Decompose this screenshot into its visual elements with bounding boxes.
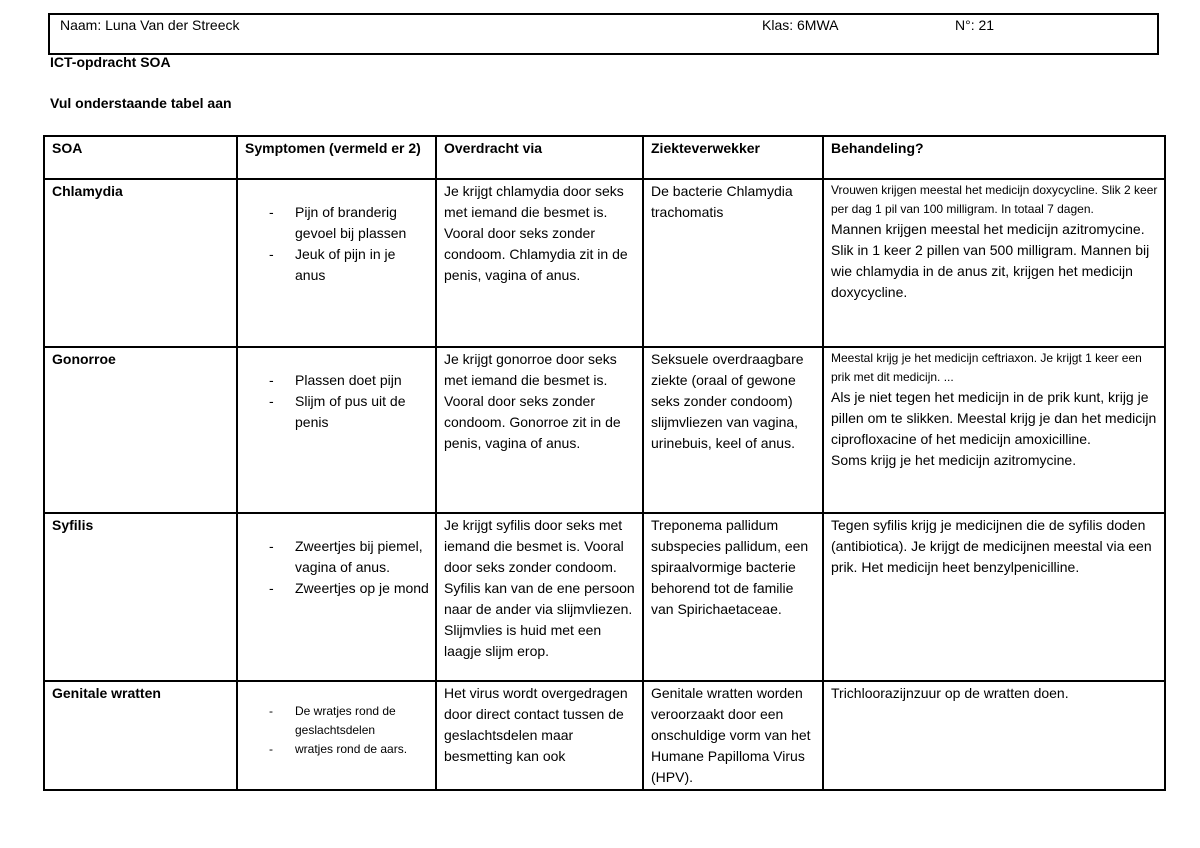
table-row bbox=[44, 347, 1165, 513]
treatment-cell bbox=[823, 347, 1165, 513]
treatment-text: Als je niet tegen het medicijn in de prik kunt, krijg je pillen om te slikken. Meestal krijg je dan het medicijn ciprofloxacine of het medicijn amoxicilline. bbox=[831, 389, 1157, 447]
col-header-transfer: Overdracht via bbox=[436, 136, 643, 179]
transfer-cell: Je krijgt chlamydia door seks met iemand die besmet is. Vooral door seks zonder condoom. Chlamydia zit in de penis, vagina of anus. bbox=[436, 179, 643, 347]
col-header-treatment: Behandeling? bbox=[823, 136, 1165, 179]
transfer-cell: Je krijgt gonorroe door seks met iemand die besmet is. Vooral door seks zonder condoom. Gonorroe zit in de penis, vagina of anus. bbox=[436, 347, 643, 513]
treatment-note: Meestal krijg je het medicijn ceftriaxon. Je krijgt 1 keer een prik met dit medicijn. ... bbox=[831, 351, 1142, 384]
pathogen-cell: Treponema pallidum subspecies pallidum, een spiraalvormige bacterie behorend tot de familie van Spirichaetaceae. bbox=[643, 513, 823, 681]
student-number: N°: 21 bbox=[955, 17, 995, 33]
student-header-box bbox=[48, 13, 1159, 55]
table-row bbox=[44, 179, 1165, 347]
soa-table bbox=[43, 135, 1166, 791]
transfer-cell: Het virus wordt overgedragen door direct contact tussen de geslachtsdelen maar besmetting kan ook bbox=[436, 681, 643, 790]
col-header-symptoms: Symptomen (vermeld er 2) bbox=[237, 136, 436, 179]
symptom-item: - Zweertjes bij piemel, vagina of anus. bbox=[269, 536, 429, 578]
soa-name: Gonorroe bbox=[44, 347, 237, 513]
treatment-cell: Tegen syfilis krijg je medicijnen die de syfilis doden (antibiotica). Je krijgt de medicijnen meestal via een prik. Het medicijn heet benzylpenicilline. bbox=[823, 513, 1165, 681]
page-title: ICT-opdracht SOA bbox=[50, 54, 171, 70]
treatment-cell bbox=[823, 179, 1165, 347]
table-header-row bbox=[44, 136, 1165, 179]
pathogen-cell: Seksuele overdraagbare ziekte (oraal of gewone seks zonder condoom) slijmvliezen van vagina, urinebuis, keel of anus. bbox=[643, 347, 823, 513]
symptoms-cell bbox=[237, 513, 436, 681]
soa-name: Syfilis bbox=[44, 513, 237, 681]
symptom-item: - Jeuk of pijn in je anus bbox=[269, 244, 429, 286]
symptom-item: - Plassen doet pijn bbox=[269, 370, 429, 391]
soa-name: Genitale wratten bbox=[44, 681, 237, 790]
symptom-item: - Slijm of pus uit de penis bbox=[269, 391, 429, 433]
treatment-text: Mannen krijgen meestal het medicijn azitromycine. Slik in 1 keer 2 pillen van 500 milligram. Mannen bij wie chlamydia in de anus zit, krijgen het medicijn doxycycline. bbox=[831, 221, 1150, 300]
treatment-note: Vrouwen krijgen meestal het medicijn doxycycline. Slik 2 keer per dag 1 pil van 100 milligram. In totaal 7 dagen. bbox=[831, 183, 1158, 216]
transfer-cell: Je krijgt syfilis door seks met iemand die besmet is. Vooral door seks zonder condoom. Syfilis kan van de ene persoon naar de ander via slijmvliezen. Slijmvlies is huid met een laagje slijm erop. bbox=[436, 513, 643, 681]
symptom-item: - De wratjes rond de geslachtsdelen bbox=[269, 702, 429, 740]
symptom-item: - Pijn of branderig gevoel bij plassen bbox=[269, 202, 429, 244]
pathogen-cell: De bacterie Chlamydia trachomatis bbox=[643, 179, 823, 347]
student-name: Naam: Luna Van der Streeck bbox=[60, 17, 240, 33]
table-row bbox=[44, 681, 1165, 790]
pathogen-cell: Genitale wratten worden veroorzaakt door een onschuldige vorm van het Humane Papilloma Virus (HPV). bbox=[643, 681, 823, 790]
symptoms-cell bbox=[237, 179, 436, 347]
symptoms-cell bbox=[237, 681, 436, 790]
table-row bbox=[44, 513, 1165, 681]
symptom-item: - Zweertjes op je mond bbox=[269, 578, 429, 599]
symptom-item: - wratjes rond de aars. bbox=[269, 740, 429, 759]
col-header-soa: SOA bbox=[44, 136, 237, 179]
treatment-cell: Trichloorazijnzuur op de wratten doen. bbox=[823, 681, 1165, 790]
symptoms-cell bbox=[237, 347, 436, 513]
instruction-text: Vul onderstaande tabel aan bbox=[50, 95, 232, 111]
student-class: Klas: 6MWA bbox=[762, 17, 839, 33]
soa-name: Chlamydia bbox=[44, 179, 237, 347]
treatment-extra: Soms krijg je het medicijn azitromycine. bbox=[831, 452, 1077, 468]
col-header-pathogen: Ziekteverwekker bbox=[643, 136, 823, 179]
